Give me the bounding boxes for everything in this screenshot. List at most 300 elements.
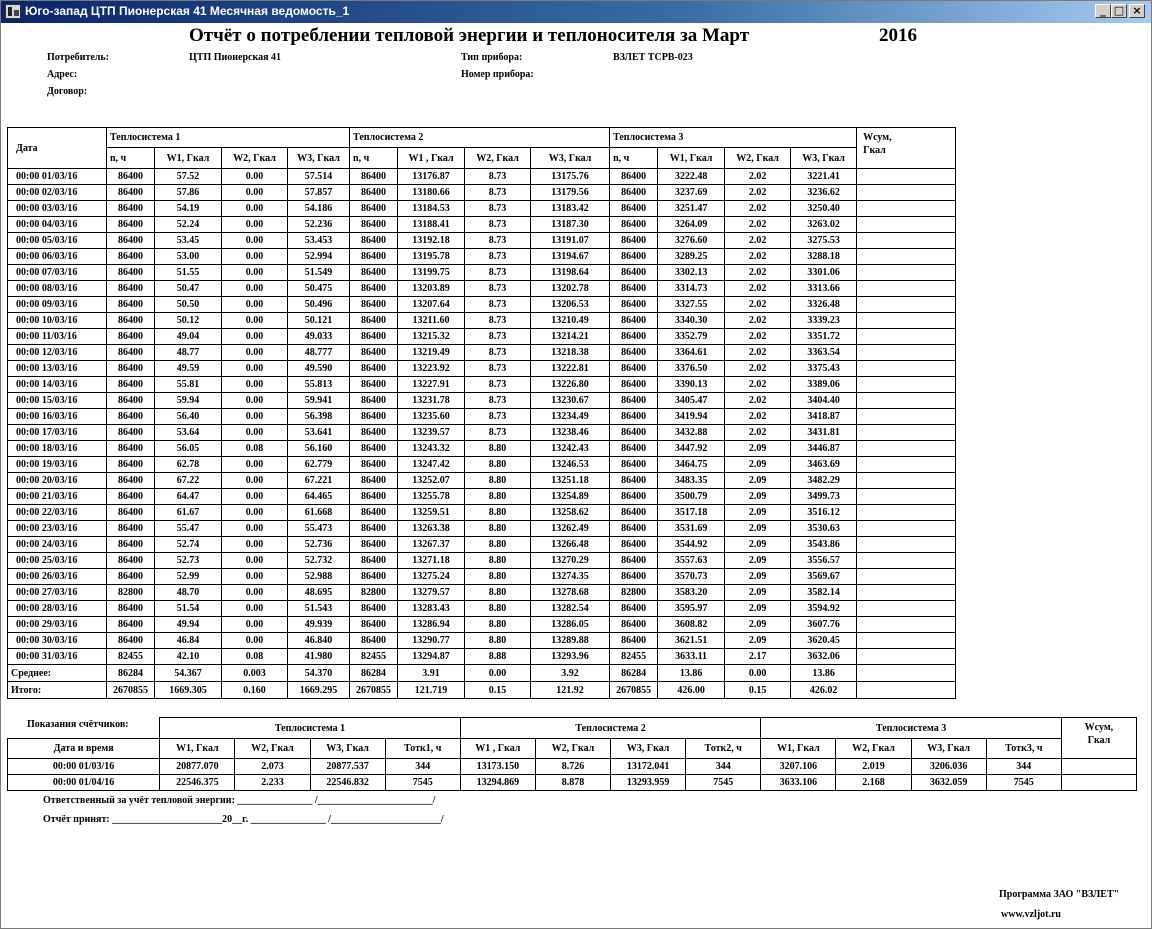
table-cell: 53.45 [155,233,222,249]
table-cell: 86400 [107,249,155,265]
table-cell: 3531.69 [658,521,725,537]
table-cell: 2.09 [725,505,791,521]
row-date-cell: 00:00 12/03/16 [8,345,107,361]
table-cell: 3.91 [398,665,465,682]
table-cell: 86400 [107,505,155,521]
table-cell: 46.84 [155,633,222,649]
counters-cell: 20877.537 [310,759,385,775]
table-cell: 0.00 [222,201,288,217]
table-cell: 13223.92 [398,361,465,377]
table-cell: 2.02 [725,265,791,281]
table-cell: 3418.87 [791,409,857,425]
total-row-label: Итого: [8,682,107,699]
counters-cell: 13172.041 [611,759,686,775]
table-cell: 3530.63 [791,521,857,537]
table-cell: 0.00 [222,249,288,265]
table-cell: 3250.40 [791,201,857,217]
table-row [8,489,956,505]
table-cell: 52.236 [288,217,350,233]
table-cell: 0.00 [465,665,531,682]
table-cell: 51.54 [155,601,222,617]
table-cell: 50.12 [155,313,222,329]
table-cell: 13195.78 [398,249,465,265]
table-cell: 64.465 [288,489,350,505]
table-cell [857,233,956,249]
table-cell: 67.221 [288,473,350,489]
table-cell [857,345,956,361]
table-cell: 13278.68 [531,585,610,601]
close-button[interactable]: × [1129,4,1145,18]
table-cell: 50.121 [288,313,350,329]
row-date-cell: 00:00 02/03/16 [8,185,107,201]
counters-group-header: Теплосистема 1 [160,718,461,739]
table-cell: 52.736 [288,537,350,553]
counters-column-header: W1, Гкал [160,739,235,759]
table-cell: 13283.43 [398,601,465,617]
table-row [8,265,956,281]
column-header: W3, Гкал [531,148,610,169]
counters-cell: 2.233 [235,775,310,791]
table-cell: 86400 [610,441,658,457]
app-icon[interactable] [5,4,21,19]
table-cell: 2.09 [725,489,791,505]
table-cell: 3289.25 [658,249,725,265]
table-cell: 13188.41 [398,217,465,233]
table-cell: 86400 [610,393,658,409]
table-cell: 13294.87 [398,649,465,665]
table-cell [857,313,956,329]
table-cell: 86400 [107,441,155,457]
column-header: n, ч [610,148,658,169]
table-cell: 86400 [107,201,155,217]
table-cell: 56.398 [288,409,350,425]
table-cell: 13271.18 [398,553,465,569]
table-cell: 86400 [350,553,398,569]
table-cell: 13226.80 [531,377,610,393]
table-cell: 3237.69 [658,185,725,201]
meter-readings-table [7,717,1137,791]
table-cell: 86400 [610,233,658,249]
table-cell: 3222.48 [658,169,725,185]
table-cell: 2.09 [725,441,791,457]
row-date-cell: 00:00 13/03/16 [8,361,107,377]
row-date-cell: 00:00 25/03/16 [8,553,107,569]
table-cell: 2.09 [725,537,791,553]
table-cell: 86400 [107,233,155,249]
table-cell: 86400 [610,313,658,329]
table-cell: 86400 [350,537,398,553]
device-type-label: Тип прибора: [461,52,523,63]
table-cell: 53.453 [288,233,350,249]
table-cell: 8.73 [465,281,531,297]
table-cell: 13199.75 [398,265,465,281]
row-date-cell: 00:00 07/03/16 [8,265,107,281]
table-cell: 86400 [610,217,658,233]
table-cell: 48.695 [288,585,350,601]
table-cell: 3544.92 [658,537,725,553]
table-cell: 8.80 [465,441,531,457]
table-cell: 3446.87 [791,441,857,457]
table-cell: 13293.96 [531,649,610,665]
maximize-button[interactable]: □ [1111,4,1127,18]
counters-cell: 20877.070 [160,759,235,775]
table-cell [857,297,956,313]
table-cell: 8.80 [465,505,531,521]
table-cell: 86400 [107,617,155,633]
counters-cell [1061,759,1136,775]
table-cell: 55.473 [288,521,350,537]
counters-row [8,759,1137,775]
wsum-header-line2: Гкал [863,145,886,156]
table-cell: 86400 [107,473,155,489]
table-cell [857,265,956,281]
table-cell: 2.09 [725,457,791,473]
wsum-header [857,128,956,169]
table-cell: 86400 [107,553,155,569]
table-cell: 13183.42 [531,201,610,217]
counters-column-header: W3, Гкал [911,739,986,759]
table-cell: 56.160 [288,441,350,457]
table-cell: 86400 [107,601,155,617]
table-cell: 2.02 [725,425,791,441]
table-row [8,217,956,233]
table-cell: 0.15 [725,682,791,699]
table-cell: 86400 [350,521,398,537]
table-cell: 86400 [107,633,155,649]
table-cell: 13180.66 [398,185,465,201]
counters-group-header: Теплосистема 3 [761,718,1062,739]
table-cell: 86400 [350,633,398,649]
counters-cell: 13293.959 [611,775,686,791]
row-date-cell: 00:00 05/03/16 [8,233,107,249]
table-cell [857,457,956,473]
table-cell: 13219.49 [398,345,465,361]
table-cell: 0.00 [222,489,288,505]
table-cell: 86400 [610,185,658,201]
table-cell: 50.50 [155,297,222,313]
table-cell [857,617,956,633]
table-cell [857,217,956,233]
table-cell: 62.78 [155,457,222,473]
table-cell: 86400 [610,297,658,313]
table-cell: 3607.76 [791,617,857,633]
table-cell: 86400 [107,169,155,185]
table-cell: 86400 [610,345,658,361]
table-cell: 8.73 [465,217,531,233]
table-cell: 54.186 [288,201,350,217]
table-cell: 62.779 [288,457,350,473]
table-cell: 0.00 [222,505,288,521]
table-cell: 86400 [610,473,658,489]
counters-datetime-header: Дата и время [8,739,160,759]
table-row [8,617,956,633]
table-cell: 3500.79 [658,489,725,505]
row-date-cell: 00:00 15/03/16 [8,393,107,409]
table-cell: 86400 [107,329,155,345]
counters-cell: 8.878 [535,775,610,791]
table-cell: 54.19 [155,201,222,217]
address-label: Адрес: [47,69,78,80]
row-date-cell: 00:00 18/03/16 [8,441,107,457]
table-cell: 13179.56 [531,185,610,201]
table-cell: 3432.88 [658,425,725,441]
counters-wsum-header [1061,718,1136,759]
table-cell: 82455 [610,649,658,665]
table-cell: 8.73 [465,425,531,441]
table-cell: 13234.49 [531,409,610,425]
table-cell: 121.92 [531,682,610,699]
table-cell [857,249,956,265]
table-cell: 86400 [610,169,658,185]
table-cell: 86400 [350,169,398,185]
table-cell: 8.73 [465,393,531,409]
table-cell: 3583.20 [658,585,725,601]
table-cell: 3364.61 [658,345,725,361]
table-cell: 86400 [350,377,398,393]
window-title: Юго-запад ЦТП Пионерская 41 Месячная ведомость_1 [25,4,350,18]
table-row [8,553,956,569]
counters-column-header: Тотк1, ч [385,739,460,759]
table-cell: 86400 [610,201,658,217]
table-cell: 2.02 [725,249,791,265]
table-cell: 53.00 [155,249,222,265]
date-header: Дата [8,128,107,169]
table-cell: 57.52 [155,169,222,185]
table-cell: 13239.57 [398,425,465,441]
counters-cell: 7545 [986,775,1061,791]
table-cell: 3482.29 [791,473,857,489]
counters-row [8,775,1137,791]
table-cell: 13238.46 [531,425,610,441]
table-cell [857,665,956,682]
table-cell [857,505,956,521]
table-cell: 8.73 [465,185,531,201]
table-cell [857,185,956,201]
table-cell: 86400 [107,377,155,393]
table-cell: 13247.42 [398,457,465,473]
table-cell: 86400 [107,537,155,553]
table-cell: 3327.55 [658,297,725,313]
table-cell [857,553,956,569]
table-cell: 3431.81 [791,425,857,441]
column-header: W3, Гкал [288,148,350,169]
table-row [8,377,956,393]
table-cell: 8.80 [465,473,531,489]
table-cell: 86400 [350,329,398,345]
table-cell: 86400 [610,521,658,537]
table-cell: 86400 [107,345,155,361]
row-date-cell: 00:00 16/03/16 [8,409,107,425]
table-cell: 0.00 [222,297,288,313]
table-cell: 2.02 [725,217,791,233]
table-cell: 8.73 [465,313,531,329]
table-cell: 3405.47 [658,393,725,409]
table-cell: 13275.24 [398,569,465,585]
table-cell: 0.003 [222,665,288,682]
table-cell: 0.00 [222,313,288,329]
table-cell: 0.00 [222,281,288,297]
table-cell: 8.73 [465,361,531,377]
table-cell: 86400 [350,601,398,617]
table-cell [857,601,956,617]
row-date-cell: 00:00 29/03/16 [8,617,107,633]
table-cell: 50.475 [288,281,350,297]
counters-cell: 344 [686,759,761,775]
table-cell: 0.00 [222,377,288,393]
row-date-cell: 00:00 14/03/16 [8,377,107,393]
table-cell: 86400 [350,505,398,521]
table-row [8,185,956,201]
table-cell: 86400 [350,425,398,441]
table-row [8,649,956,665]
table-cell: 13286.94 [398,617,465,633]
table-cell: 3404.40 [791,393,857,409]
table-cell: 13192.18 [398,233,465,249]
table-cell: 86400 [350,473,398,489]
table-cell: 3389.06 [791,377,857,393]
table-cell [857,633,956,649]
table-row [8,313,956,329]
table-cell: 13259.51 [398,505,465,521]
table-cell: 52.988 [288,569,350,585]
table-cell: 3263.02 [791,217,857,233]
table-cell: 121.719 [398,682,465,699]
table-cell: 2.09 [725,585,791,601]
table-row [8,537,956,553]
column-header: W2, Гкал [465,148,531,169]
table-cell: 86400 [610,601,658,617]
table-cell: 13187.30 [531,217,610,233]
table-cell: 48.777 [288,345,350,361]
table-cell: 3288.18 [791,249,857,265]
counters-column-header: W1, Гкал [761,739,836,759]
counters-date-cell: 00:00 01/03/16 [8,759,160,775]
table-cell: 3390.13 [658,377,725,393]
counters-group-header: Теплосистема 2 [460,718,761,739]
group-header: Теплосистема 3 [610,128,857,148]
table-cell: 86400 [350,569,398,585]
table-cell: 86400 [610,553,658,569]
counters-cell: 3632.059 [911,775,986,791]
table-cell: 13255.78 [398,489,465,505]
table-cell: 67.22 [155,473,222,489]
group-header: Теплосистема 2 [350,128,610,148]
table-cell: 50.47 [155,281,222,297]
table-cell: 13235.60 [398,409,465,425]
table-cell: 0.08 [222,649,288,665]
table-cell: 3314.73 [658,281,725,297]
table-cell: 0.00 [222,393,288,409]
table-cell: 0.00 [222,473,288,489]
table-row [8,409,956,425]
table-cell: 3376.50 [658,361,725,377]
table-cell: 3463.69 [791,457,857,473]
table-cell: 0.00 [222,585,288,601]
counters-column-header: Тотк2, ч [686,739,761,759]
counters-cell: 22546.375 [160,775,235,791]
table-cell: 86400 [107,281,155,297]
table-cell: 8.73 [465,249,531,265]
table-cell: 2.02 [725,313,791,329]
table-cell: 8.73 [465,201,531,217]
table-cell: 8.73 [465,297,531,313]
column-header: W2, Гкал [222,148,288,169]
column-header: W1, Гкал [155,148,222,169]
table-cell: 82800 [350,585,398,601]
table-cell: 3236.62 [791,185,857,201]
table-cell: 13184.53 [398,201,465,217]
table-cell [857,441,956,457]
wsum-header-line1: Wсум, [863,132,892,143]
row-date-cell: 00:00 24/03/16 [8,537,107,553]
device-type-value: ВЗЛЕТ ТСРВ-023 [613,52,693,63]
table-cell: 13230.67 [531,393,610,409]
table-cell: 13290.77 [398,633,465,649]
counters-cell: 13173.150 [460,759,535,775]
table-cell: 86400 [350,297,398,313]
table-cell: 0.00 [222,265,288,281]
table-cell [857,393,956,409]
footer-program: Программа ЗАО "ВЗЛЕТ" [999,889,1120,900]
table-cell: 8.80 [465,521,531,537]
table-cell: 13274.35 [531,569,610,585]
table-cell: 49.59 [155,361,222,377]
table-cell: 13267.37 [398,537,465,553]
table-cell: 0.00 [222,617,288,633]
table-cell: 52.994 [288,249,350,265]
table-cell: 51.55 [155,265,222,281]
table-cell: 13231.78 [398,393,465,409]
table-cell: 13279.57 [398,585,465,601]
table-cell: 86400 [610,409,658,425]
counters-cell: 3206.036 [911,759,986,775]
table-cell: 0.00 [222,553,288,569]
table-cell [857,521,956,537]
table-cell: 0.00 [222,361,288,377]
table-cell: 49.04 [155,329,222,345]
table-cell: 86400 [350,457,398,473]
counters-column-header: W2, Гкал [836,739,911,759]
table-cell: 8.73 [465,345,531,361]
table-row [8,585,956,601]
table-cell: 3569.67 [791,569,857,585]
counters-cell: 344 [986,759,1061,775]
counters-column-header: W3, Гкал [611,739,686,759]
table-cell: 86400 [610,617,658,633]
table-cell: 0.00 [222,633,288,649]
footer-site: www.vzljot.ru [1001,909,1061,920]
table-cell: 50.496 [288,297,350,313]
table-cell: 8.88 [465,649,531,665]
table-cell: 61.668 [288,505,350,521]
table-cell: 2.02 [725,281,791,297]
minimize-button[interactable]: _ [1095,4,1111,18]
table-cell [857,473,956,489]
table-cell: 86400 [107,313,155,329]
table-row [8,281,956,297]
table-cell: 86284 [350,665,398,682]
table-cell: 59.941 [288,393,350,409]
table-cell: 49.033 [288,329,350,345]
table-cell: 2.02 [725,169,791,185]
title-bar[interactable] [1,1,1151,23]
table-cell: 3375.43 [791,361,857,377]
table-cell: 3621.51 [658,633,725,649]
table-cell: 2.02 [725,233,791,249]
table-cell: 86400 [610,489,658,505]
table-cell: 13251.18 [531,473,610,489]
table-cell: 86400 [350,441,398,457]
